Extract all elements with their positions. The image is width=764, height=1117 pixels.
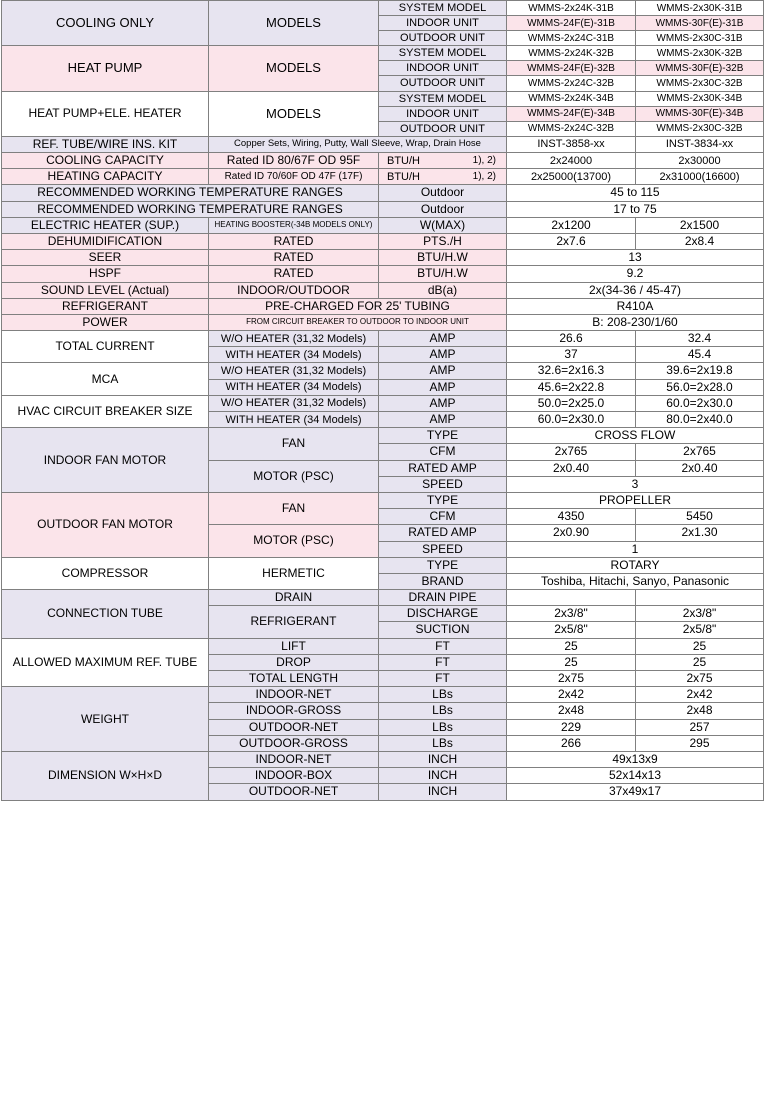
compressor-label: COMPRESSOR <box>2 557 209 589</box>
cooling-capacity-c2: 2x30000 <box>636 153 764 169</box>
hspf-condition: RATED <box>209 266 379 282</box>
cooling-capacity-c1: 2x24000 <box>507 153 636 169</box>
ref-tube-desc: Copper Sets, Wiring, Putty, Wall Sleeve, Wrap, Drain Hose <box>209 136 507 152</box>
weight-outdoor-net-unit: LBs <box>379 719 507 735</box>
compressor-type-unit: TYPE <box>379 557 507 573</box>
connection-tube-label: CONNECTION TUBE <box>2 590 209 639</box>
table-row <box>2 250 764 266</box>
breaker-c1-2: 60.0=2x30.0 <box>507 412 636 428</box>
cooling-only-outdoor-c1: WMMS-2x24C-31B <box>507 31 636 46</box>
indoor-fan-label: FAN <box>209 428 379 460</box>
heating-capacity-c2: 2x31000(16600) <box>636 169 764 185</box>
electric-heater-label: ELECTRIC HEATER (SUP.) <box>2 217 209 233</box>
outdoor-motor-amp-c2: 2x1.30 <box>636 525 764 541</box>
hspf-value: 9.2 <box>507 266 764 282</box>
weight-indoor-gross-c1: 2x48 <box>507 703 636 719</box>
connection-tube-discharge-c2: 2x3/8" <box>636 606 764 622</box>
total-current-c2-2: 45.4 <box>636 347 764 363</box>
total-current-cond-1: W/O HEATER (31,32 Models) <box>209 331 379 347</box>
allowed-drop-unit: FT <box>379 654 507 670</box>
heat-pump-outdoor-c1: WMMS-2x24C-32B <box>507 76 636 91</box>
indoor-motor-amp-c2: 2x0.40 <box>636 460 764 476</box>
dimension-outdoor-net-unit: INCH <box>379 784 507 800</box>
table-row <box>2 363 764 379</box>
seer-value: 13 <box>507 250 764 266</box>
breaker-unit-1: AMP <box>379 395 507 411</box>
heat-pump-ele-indoor-label: INDOOR UNIT <box>379 106 507 121</box>
table-row <box>2 395 764 411</box>
weight-outdoor-net-c2: 257 <box>636 719 764 735</box>
cooling-only-indoor-label: INDOOR UNIT <box>379 16 507 31</box>
sound-level-value: 2x(34-36 / 45-47) <box>507 282 764 298</box>
hspf-label: HSPF <box>2 266 209 282</box>
breaker-unit-2: AMP <box>379 412 507 428</box>
hspf-unit: BTU/H.W <box>379 266 507 282</box>
allowed-drop-c2: 25 <box>636 654 764 670</box>
heating-capacity-condition: Rated ID 70/60F OD 47F (17F) <box>209 169 379 185</box>
weight-outdoor-gross-c1: 266 <box>507 735 636 751</box>
breaker-c2-1: 60.0=2x30.0 <box>636 395 764 411</box>
seer-condition: RATED <box>209 250 379 266</box>
cooling-capacity-label: COOLING CAPACITY <box>2 153 209 169</box>
weight-indoor-gross-cond: INDOOR-GROSS <box>209 703 379 719</box>
dehumidification-c2: 2x8.4 <box>636 233 764 249</box>
outdoor-motor-amp-unit: RATED AMP <box>379 525 507 541</box>
connection-tube-refrigerant-label: REFRIGERANT <box>209 606 379 638</box>
dimension-indoor-box-unit: INCH <box>379 768 507 784</box>
connection-tube-suction-c2: 2x5/8" <box>636 622 764 638</box>
table-row <box>2 428 764 444</box>
working-temp-1-value: 45 to 115 <box>507 185 764 201</box>
indoor-motor-amp-c1: 2x0.40 <box>507 460 636 476</box>
heat-pump-system-model-label: SYSTEM MODEL <box>379 46 507 61</box>
dehumidification-condition: RATED <box>209 233 379 249</box>
table-row <box>2 1 764 16</box>
heating-capacity-unit-text: BTU/H <box>387 170 420 183</box>
heating-capacity-unit <box>379 169 507 185</box>
mca-label: MCA <box>2 363 209 395</box>
table-row <box>2 153 764 169</box>
heat-pump-indoor-label: INDOOR UNIT <box>379 61 507 76</box>
table-row <box>2 751 764 767</box>
cooling-only-indoor-c1: WMMS-24F(E)-31B <box>507 16 636 31</box>
table-row <box>2 638 764 654</box>
refrigerant-condition: PRE-CHARGED FOR 25' TUBING <box>209 298 507 314</box>
heat-pump-outdoor-label: OUTDOOR UNIT <box>379 76 507 91</box>
dimension-indoor-net-cond: INDOOR-NET <box>209 751 379 767</box>
mca-unit-1: AMP <box>379 363 507 379</box>
table-row <box>2 46 764 61</box>
breaker-c1-1: 50.0=2x25.0 <box>507 395 636 411</box>
weight-indoor-net-unit: LBs <box>379 687 507 703</box>
mca-c2-1: 39.6=2x19.8 <box>636 363 764 379</box>
power-value: B: 208-230/1/60 <box>507 314 764 330</box>
outdoor-fan-cfm-c2: 5450 <box>636 509 764 525</box>
dehumidification-unit: PTS./H <box>379 233 507 249</box>
table-row <box>2 136 764 152</box>
mca-cond-2: WITH HEATER (34 Models) <box>209 379 379 395</box>
heating-capacity-c1: 2x25000(13700) <box>507 169 636 185</box>
indoor-motor-amp-unit: RATED AMP <box>379 460 507 476</box>
cooling-capacity-note: 1), 2) <box>472 154 496 166</box>
electric-heater-unit: W(MAX) <box>379 217 507 233</box>
weight-indoor-net-cond: INDOOR-NET <box>209 687 379 703</box>
sound-level-unit: dB(a) <box>379 282 507 298</box>
total-current-label: TOTAL CURRENT <box>2 331 209 363</box>
cooling-capacity-unit-text: BTU/H <box>387 154 420 167</box>
breaker-cond-2: WITH HEATER (34 Models) <box>209 412 379 428</box>
outdoor-motor-speed-unit: SPEED <box>379 541 507 557</box>
indoor-fan-motor-label: INDOOR FAN MOTOR <box>2 428 209 493</box>
indoor-fan-cfm-c1: 2x765 <box>507 444 636 460</box>
connection-tube-drain-c2 <box>636 590 764 606</box>
connection-tube-discharge-unit: DISCHARGE <box>379 606 507 622</box>
mca-c1-2: 45.6=2x22.8 <box>507 379 636 395</box>
weight-indoor-net-c1: 2x42 <box>507 687 636 703</box>
indoor-fan-cfm-c2: 2x765 <box>636 444 764 460</box>
breaker-label: HVAC CIRCUIT BREAKER SIZE <box>2 395 209 427</box>
outdoor-fan-cfm-c1: 4350 <box>507 509 636 525</box>
refrigerant-label: REFRIGERANT <box>2 298 209 314</box>
table-row <box>2 266 764 282</box>
weight-outdoor-gross-unit: LBs <box>379 735 507 751</box>
outdoor-motor-speed-value: 1 <box>507 541 764 557</box>
compressor-condition: HERMETIC <box>209 557 379 589</box>
heat-pump-ele-indoor-c2: WMMS-30F(E)-34B <box>636 106 764 121</box>
allowed-total-length-cond: TOTAL LENGTH <box>209 671 379 687</box>
row-group-heat-pump: HEAT PUMP <box>2 46 209 91</box>
power-condition: FROM CIRCUIT BREAKER TO OUTDOOR TO INDOOR UNIT <box>209 314 507 330</box>
working-temp-2-unit: Outdoor <box>379 201 507 217</box>
heat-pump-system-model-c1: WMMS-2x24K-32B <box>507 46 636 61</box>
cooling-only-indoor-c2: WMMS-30F(E)-31B <box>636 16 764 31</box>
specification-table <box>1 0 764 801</box>
heat-pump-ele-outdoor-c2: WMMS-2x30C-32B <box>636 121 764 136</box>
working-temp-1-unit: Outdoor <box>379 185 507 201</box>
dimension-outdoor-net-value: 37x49x17 <box>507 784 764 800</box>
outdoor-motor-label: MOTOR (PSC) <box>209 525 379 557</box>
indoor-motor-speed-unit: SPEED <box>379 476 507 492</box>
working-temp-2-value: 17 to 75 <box>507 201 764 217</box>
dimension-label: DIMENSION W×H×D <box>2 751 209 800</box>
total-current-unit-1: AMP <box>379 331 507 347</box>
cooling-only-models: MODELS <box>209 1 379 46</box>
working-temp-2-label: RECOMMENDED WORKING TEMPERATURE RANGES <box>2 201 379 217</box>
heat-pump-ele-indoor-c1: WMMS-24F(E)-34B <box>507 106 636 121</box>
mca-c1-1: 32.6=2x16.3 <box>507 363 636 379</box>
dimension-indoor-net-unit: INCH <box>379 751 507 767</box>
connection-tube-drain-unit: DRAIN PIPE <box>379 590 507 606</box>
weight-outdoor-net-cond: OUTDOOR-NET <box>209 719 379 735</box>
compressor-brand-unit: BRAND <box>379 573 507 589</box>
heat-pump-ele-outdoor-label: OUTDOOR UNIT <box>379 121 507 136</box>
heat-pump-ele-system-model-label: SYSTEM MODEL <box>379 91 507 106</box>
ref-tube-c1: INST-3858-xx <box>507 136 636 152</box>
cooling-capacity-unit <box>379 153 507 169</box>
mca-c2-2: 56.0=2x28.0 <box>636 379 764 395</box>
dimension-indoor-box-value: 52x14x13 <box>507 768 764 784</box>
electric-heater-c2: 2x1500 <box>636 217 764 233</box>
allowed-total-length-c1: 2x75 <box>507 671 636 687</box>
cooling-only-outdoor-label: OUTDOOR UNIT <box>379 31 507 46</box>
outdoor-fan-cfm-unit: CFM <box>379 509 507 525</box>
indoor-fan-type-value: CROSS FLOW <box>507 428 764 444</box>
cooling-only-system-model-c2: WMMS-2x30K-31B <box>636 1 764 16</box>
table-row <box>2 331 764 347</box>
table-row <box>2 590 764 606</box>
connection-tube-drain-label: DRAIN <box>209 590 379 606</box>
table-row <box>2 687 764 703</box>
refrigerant-value: R410A <box>507 298 764 314</box>
sound-level-condition: INDOOR/OUTDOOR <box>209 282 379 298</box>
table-row <box>2 233 764 249</box>
electric-heater-c1: 2x1200 <box>507 217 636 233</box>
compressor-brand-value: Toshiba, Hitachi, Sanyo, Panasonic <box>507 573 764 589</box>
total-current-cond-2: WITH HEATER (34 Models) <box>209 347 379 363</box>
heat-pump-outdoor-c2: WMMS-2x30C-32B <box>636 76 764 91</box>
allowed-drop-c1: 25 <box>507 654 636 670</box>
ref-tube-c2: INST-3834-xx <box>636 136 764 152</box>
outdoor-fan-type-value: PROPELLER <box>507 492 764 508</box>
cooling-only-outdoor-c2: WMMS-2x30C-31B <box>636 31 764 46</box>
allowed-lift-unit: FT <box>379 638 507 654</box>
breaker-c2-2: 80.0=2x40.0 <box>636 412 764 428</box>
outdoor-fan-type-unit: TYPE <box>379 492 507 508</box>
heat-pump-system-model-c2: WMMS-2x30K-32B <box>636 46 764 61</box>
row-group-cooling-only: COOLING ONLY <box>2 1 209 46</box>
connection-tube-suction-unit: SUCTION <box>379 622 507 638</box>
cooling-only-system-model-label: SYSTEM MODEL <box>379 1 507 16</box>
outdoor-fan-label: FAN <box>209 492 379 524</box>
connection-tube-drain-c1 <box>507 590 636 606</box>
weight-indoor-gross-unit: LBs <box>379 703 507 719</box>
table-row <box>2 201 764 217</box>
outdoor-fan-motor-label: OUTDOOR FAN MOTOR <box>2 492 209 557</box>
indoor-fan-type-unit: TYPE <box>379 428 507 444</box>
table-row <box>2 492 764 508</box>
seer-label: SEER <box>2 250 209 266</box>
mca-cond-1: W/O HEATER (31,32 Models) <box>209 363 379 379</box>
table-row <box>2 298 764 314</box>
table-row <box>2 91 764 106</box>
mca-unit-2: AMP <box>379 379 507 395</box>
total-current-c2-1: 32.4 <box>636 331 764 347</box>
table-row <box>2 314 764 330</box>
heat-pump-ele-system-model-c2: WMMS-2x30K-34B <box>636 91 764 106</box>
allowed-lift-c1: 25 <box>507 638 636 654</box>
table-row <box>2 217 764 233</box>
allowed-total-length-c2: 2x75 <box>636 671 764 687</box>
breaker-cond-1: W/O HEATER (31,32 Models) <box>209 395 379 411</box>
total-current-c1-1: 26.6 <box>507 331 636 347</box>
allowed-drop-cond: DROP <box>209 654 379 670</box>
dehumidification-c1: 2x7.6 <box>507 233 636 249</box>
indoor-fan-cfm-unit: CFM <box>379 444 507 460</box>
outdoor-motor-amp-c1: 2x0.90 <box>507 525 636 541</box>
table-row <box>2 557 764 573</box>
compressor-type-value: ROTARY <box>507 557 764 573</box>
allowed-total-length-unit: FT <box>379 671 507 687</box>
allowed-lift-cond: LIFT <box>209 638 379 654</box>
dehumidification-label: DEHUMIDIFICATION <box>2 233 209 249</box>
ref-tube-label: REF. TUBE/WIRE INS. KIT <box>2 136 209 152</box>
dimension-indoor-box-cond: INDOOR-BOX <box>209 768 379 784</box>
heat-pump-ele-system-model-c1: WMMS-2x24K-34B <box>507 91 636 106</box>
heating-capacity-label: HEATING CAPACITY <box>2 169 209 185</box>
row-group-heat-pump-ele: HEAT PUMP+ELE. HEATER <box>2 91 209 136</box>
heat-pump-ele-outdoor-c1: WMMS-2x24C-32B <box>507 121 636 136</box>
total-current-unit-2: AMP <box>379 347 507 363</box>
connection-tube-discharge-c1: 2x3/8" <box>507 606 636 622</box>
weight-indoor-net-c2: 2x42 <box>636 687 764 703</box>
dimension-outdoor-net-cond: OUTDOOR-NET <box>209 784 379 800</box>
sound-level-label: SOUND LEVEL (Actual) <box>2 282 209 298</box>
table-row <box>2 185 764 201</box>
weight-outdoor-gross-c2: 295 <box>636 735 764 751</box>
indoor-motor-speed-value: 3 <box>507 476 764 492</box>
allowed-max-ref-tube-label: ALLOWED MAXIMUM REF. TUBE <box>2 638 209 687</box>
weight-outdoor-gross-cond: OUTDOOR-GROSS <box>209 735 379 751</box>
heat-pump-ele-models: MODELS <box>209 91 379 136</box>
connection-tube-suction-c1: 2x5/8" <box>507 622 636 638</box>
seer-unit: BTU/H.W <box>379 250 507 266</box>
heat-pump-models: MODELS <box>209 46 379 91</box>
cooling-capacity-condition: Rated ID 80/67F OD 95F <box>209 153 379 169</box>
power-label: POWER <box>2 314 209 330</box>
cooling-only-system-model-c1: WMMS-2x24K-31B <box>507 1 636 16</box>
allowed-lift-c2: 25 <box>636 638 764 654</box>
working-temp-1-label: RECOMMENDED WORKING TEMPERATURE RANGES <box>2 185 379 201</box>
table-row <box>2 282 764 298</box>
dimension-indoor-net-value: 49x13x9 <box>507 751 764 767</box>
heat-pump-indoor-c2: WMMS-30F(E)-32B <box>636 61 764 76</box>
weight-outdoor-net-c1: 229 <box>507 719 636 735</box>
weight-indoor-gross-c2: 2x48 <box>636 703 764 719</box>
heat-pump-indoor-c1: WMMS-24F(E)-32B <box>507 61 636 76</box>
indoor-motor-label: MOTOR (PSC) <box>209 460 379 492</box>
total-current-c1-2: 37 <box>507 347 636 363</box>
heating-capacity-note: 1), 2) <box>472 170 496 182</box>
weight-label: WEIGHT <box>2 687 209 752</box>
electric-heater-condition: HEATING BOOSTER(-34B MODELS ONLY) <box>209 217 379 233</box>
table-row <box>2 169 764 185</box>
